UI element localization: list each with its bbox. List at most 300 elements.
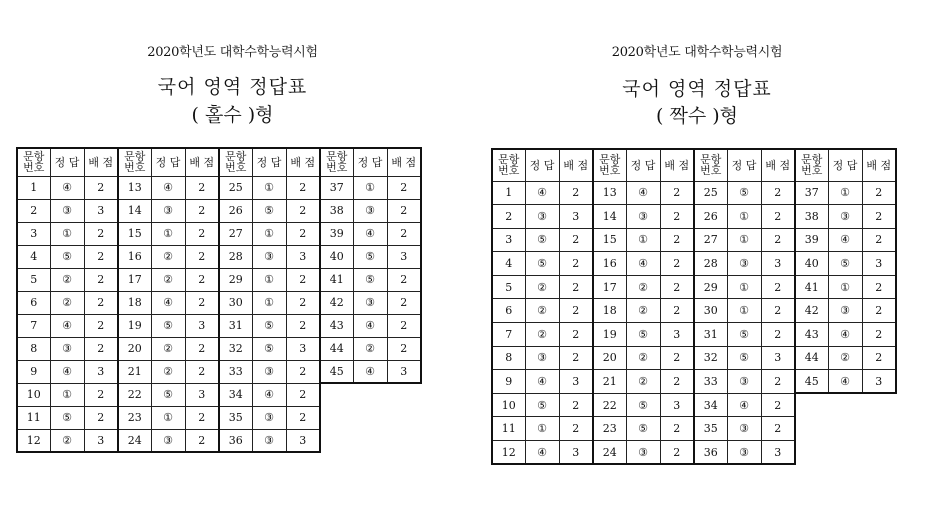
points-cell: 2: [84, 406, 118, 429]
header-row: [492, 149, 896, 181]
points-cell: 2: [387, 176, 421, 199]
table-row: [492, 205, 896, 229]
answer-cell: ④: [151, 176, 185, 199]
question-number-cell: 21: [593, 370, 626, 394]
question-number-cell: 37: [320, 176, 353, 199]
points-cell: 3: [286, 337, 320, 360]
table-row: [17, 291, 421, 314]
points-cell: 2: [387, 314, 421, 337]
points-cell: 2: [387, 268, 421, 291]
points-cell: 2: [185, 222, 219, 245]
points-cell: 2: [862, 275, 896, 299]
points-cell: 2: [862, 299, 896, 323]
points-cell: 2: [84, 337, 118, 360]
points-cell: 3: [559, 205, 593, 229]
table-row: [492, 393, 896, 417]
empty-cell: [353, 429, 387, 452]
answer-cell: ④: [353, 360, 387, 383]
question-number-cell: 7: [17, 314, 50, 337]
answer-cell: ①: [525, 417, 559, 441]
question-number-cell: 10: [492, 393, 525, 417]
answer-cell: ③: [252, 406, 286, 429]
answer-cell: ①: [727, 205, 761, 229]
question-number-cell: 16: [593, 252, 626, 276]
answer-cell: ①: [828, 181, 862, 205]
empty-cell: [862, 441, 896, 465]
answer-cell: ①: [50, 383, 84, 406]
answer-cell: ①: [727, 275, 761, 299]
answer-cell: ②: [626, 299, 660, 323]
points-cell: 2: [761, 417, 795, 441]
question-number-header: [694, 149, 727, 181]
table-row: [17, 360, 421, 383]
answer-cell: ④: [353, 314, 387, 337]
points-header: 배 점: [84, 148, 118, 176]
points-cell: 2: [660, 370, 694, 394]
points-cell: 3: [84, 360, 118, 383]
points-cell: 2: [660, 275, 694, 299]
question-number-cell: 32: [219, 337, 252, 360]
answer-cell: ⑤: [828, 252, 862, 276]
answer-cell: ③: [50, 337, 84, 360]
table-row: [492, 299, 896, 323]
table-row: [492, 275, 896, 299]
question-number-header-line2: 번호: [498, 164, 520, 178]
answer-header: 정 답: [252, 148, 286, 176]
answer-cell: ①: [252, 291, 286, 314]
points-cell: 3: [387, 360, 421, 383]
question-number-cell: 26: [694, 205, 727, 229]
points-cell: 2: [286, 199, 320, 222]
points-cell: 3: [862, 370, 896, 394]
exam-title: 2020학년도 대학수학능력시험: [147, 45, 318, 60]
question-number-cell: 2: [492, 205, 525, 229]
question-number-cell: 36: [694, 441, 727, 465]
question-number-cell: 14: [593, 205, 626, 229]
empty-cell: [795, 441, 828, 465]
answer-cell: ①: [353, 176, 387, 199]
answer-cell: ②: [525, 299, 559, 323]
answer-cell: ⑤: [525, 252, 559, 276]
question-number-header-line2: 번호: [599, 164, 621, 178]
question-number-cell: 5: [492, 275, 525, 299]
answer-cell: ②: [626, 275, 660, 299]
question-number-cell: 13: [593, 181, 626, 205]
empty-cell: [353, 383, 387, 406]
points-cell: 2: [559, 299, 593, 323]
points-cell: 2: [761, 393, 795, 417]
answer-cell: ①: [626, 228, 660, 252]
empty-cell: [387, 429, 421, 452]
points-cell: 3: [761, 252, 795, 276]
answer-cell: ③: [727, 252, 761, 276]
empty-cell: [387, 406, 421, 429]
answer-cell: ③: [353, 199, 387, 222]
points-header: 배 점: [286, 148, 320, 176]
answer-cell: ②: [50, 268, 84, 291]
question-number-cell: 26: [219, 199, 252, 222]
question-number-cell: 44: [320, 337, 353, 360]
points-cell: 2: [84, 245, 118, 268]
points-cell: 2: [286, 314, 320, 337]
points-cell: 2: [559, 228, 593, 252]
question-number-cell: 31: [219, 314, 252, 337]
exam-title: 2020학년도 대학수학능력시험: [611, 45, 783, 60]
question-number-header: [17, 148, 50, 176]
table-row: [17, 176, 421, 199]
table-row: [17, 222, 421, 245]
question-number-cell: 34: [694, 393, 727, 417]
answer-cell: ②: [626, 346, 660, 370]
question-number-cell: 24: [593, 441, 626, 465]
question-number-cell: 35: [694, 417, 727, 441]
points-cell: 3: [84, 199, 118, 222]
answer-cell: ⑤: [353, 245, 387, 268]
question-number-cell: 15: [593, 228, 626, 252]
question-number-cell: 42: [795, 299, 828, 323]
points-cell: 2: [185, 199, 219, 222]
points-cell: 3: [862, 252, 896, 276]
question-number-header: [795, 149, 828, 181]
question-number-cell: 44: [795, 346, 828, 370]
question-number-cell: 35: [219, 406, 252, 429]
answer-cell: ⑤: [50, 245, 84, 268]
points-cell: 2: [559, 275, 593, 299]
question-number-cell: 1: [17, 176, 50, 199]
question-number-cell: 8: [492, 346, 525, 370]
question-number-cell: 39: [320, 222, 353, 245]
question-number-cell: 17: [593, 275, 626, 299]
answer-cell: ②: [626, 370, 660, 394]
question-number-cell: 24: [118, 429, 151, 452]
answer-cell: ⑤: [626, 323, 660, 347]
question-number-cell: 33: [694, 370, 727, 394]
answer-cell: ③: [151, 199, 185, 222]
question-number-cell: 17: [118, 268, 151, 291]
points-cell: 2: [185, 337, 219, 360]
points-cell: 2: [84, 314, 118, 337]
points-cell: 2: [660, 299, 694, 323]
points-cell: 2: [862, 228, 896, 252]
answer-cell: ②: [353, 337, 387, 360]
question-number-cell: 38: [795, 205, 828, 229]
points-cell: 2: [185, 429, 219, 452]
question-number-cell: 12: [17, 429, 50, 452]
question-number-cell: 3: [492, 228, 525, 252]
question-number-cell: 12: [492, 441, 525, 465]
question-number-cell: 38: [320, 199, 353, 222]
answer-cell: ⑤: [727, 346, 761, 370]
answer-cell: ⑤: [727, 181, 761, 205]
points-header: 배 점: [660, 149, 694, 181]
question-number-cell: 23: [118, 406, 151, 429]
answer-cell: ④: [50, 314, 84, 337]
question-number-cell: 41: [320, 268, 353, 291]
points-cell: 2: [387, 222, 421, 245]
question-number-header-line1: 문항: [498, 153, 520, 167]
empty-cell: [828, 417, 862, 441]
table-row: [492, 252, 896, 276]
answer-cell: ②: [525, 323, 559, 347]
answer-cell: ①: [252, 222, 286, 245]
question-number-cell: 25: [219, 176, 252, 199]
question-number-cell: 9: [492, 370, 525, 394]
question-number-cell: 19: [118, 314, 151, 337]
table-row: [17, 337, 421, 360]
answer-cell: ②: [151, 360, 185, 383]
question-number-header-line1: 문항: [801, 153, 823, 167]
question-number-cell: 37: [795, 181, 828, 205]
answer-cell: ⑤: [252, 337, 286, 360]
points-cell: 3: [185, 383, 219, 406]
header-row: [17, 148, 421, 176]
empty-cell: [320, 383, 353, 406]
points-cell: 2: [387, 337, 421, 360]
points-header: 배 점: [185, 148, 219, 176]
answer-cell: ④: [50, 360, 84, 383]
answer-cell: ①: [50, 222, 84, 245]
points-cell: 2: [761, 205, 795, 229]
points-cell: 2: [862, 181, 896, 205]
points-cell: 2: [185, 245, 219, 268]
points-cell: 3: [286, 429, 320, 452]
points-cell: 2: [286, 383, 320, 406]
answer-cell: ②: [151, 337, 185, 360]
points-cell: 2: [84, 291, 118, 314]
question-number-cell: 45: [795, 370, 828, 394]
question-number-cell: 6: [17, 291, 50, 314]
points-cell: 2: [660, 252, 694, 276]
points-cell: 3: [660, 323, 694, 347]
question-number-cell: 20: [118, 337, 151, 360]
question-number-cell: 29: [694, 275, 727, 299]
points-cell: 2: [660, 346, 694, 370]
table-row: [492, 181, 896, 205]
empty-cell: [795, 417, 828, 441]
answer-cell: ①: [151, 222, 185, 245]
points-cell: 2: [286, 222, 320, 245]
table-row: [17, 429, 421, 452]
question-number-header-line2: 번호: [801, 164, 823, 178]
question-number-header-line2: 번호: [225, 161, 247, 175]
question-number-cell: 27: [219, 222, 252, 245]
question-number-cell: 1: [492, 181, 525, 205]
answer-cell: ②: [828, 346, 862, 370]
points-cell: 3: [286, 245, 320, 268]
question-number-cell: 30: [694, 299, 727, 323]
question-number-cell: 29: [219, 268, 252, 291]
question-number-cell: 27: [694, 228, 727, 252]
question-number-header: [492, 149, 525, 181]
main-title: 국어 영역 정답표: [157, 76, 308, 98]
answer-header: 정 답: [50, 148, 84, 176]
points-cell: 2: [660, 181, 694, 205]
question-number-cell: 16: [118, 245, 151, 268]
question-number-cell: 7: [492, 323, 525, 347]
question-number-cell: 22: [118, 383, 151, 406]
question-number-cell: 4: [17, 245, 50, 268]
empty-cell: [320, 406, 353, 429]
points-header: 배 점: [761, 149, 795, 181]
question-number-cell: 39: [795, 228, 828, 252]
answer-header: 정 답: [353, 148, 387, 176]
points-cell: 2: [559, 417, 593, 441]
question-number-cell: 4: [492, 252, 525, 276]
points-cell: 2: [559, 323, 593, 347]
points-cell: 2: [286, 291, 320, 314]
question-number-header-line2: 번호: [700, 164, 722, 178]
points-header: 배 점: [387, 148, 421, 176]
question-number-cell: 43: [320, 314, 353, 337]
points-cell: 2: [660, 228, 694, 252]
question-number-cell: 21: [118, 360, 151, 383]
answer-cell: ③: [727, 370, 761, 394]
answer-cell: ③: [828, 299, 862, 323]
answer-cell: ③: [525, 205, 559, 229]
points-header: 배 점: [862, 149, 896, 181]
question-number-cell: 40: [795, 252, 828, 276]
question-number-cell: 3: [17, 222, 50, 245]
points-cell: 2: [862, 205, 896, 229]
answer-cell: ④: [828, 228, 862, 252]
points-cell: 2: [185, 360, 219, 383]
answer-cell: ①: [727, 228, 761, 252]
points-cell: 3: [660, 393, 694, 417]
question-number-header-line2: 번호: [124, 161, 146, 175]
answer-cell: ③: [525, 346, 559, 370]
points-cell: 2: [761, 299, 795, 323]
answer-cell: ③: [626, 441, 660, 465]
question-number-cell: 23: [593, 417, 626, 441]
table-row: [17, 383, 421, 406]
question-number-cell: 5: [17, 268, 50, 291]
answer-cell: ②: [50, 429, 84, 452]
question-number-cell: 33: [219, 360, 252, 383]
points-cell: 3: [559, 370, 593, 394]
table-row: [17, 199, 421, 222]
question-number-cell: 8: [17, 337, 50, 360]
points-cell: 2: [185, 406, 219, 429]
points-cell: 2: [286, 406, 320, 429]
points-cell: 2: [84, 222, 118, 245]
points-header: 배 점: [559, 149, 593, 181]
answer-cell: ①: [252, 176, 286, 199]
table-row: [492, 370, 896, 394]
empty-cell: [862, 393, 896, 417]
question-number-header-line1: 문항: [599, 153, 621, 167]
answer-cell: ④: [525, 370, 559, 394]
answer-cell: ⑤: [525, 228, 559, 252]
table-row: [17, 314, 421, 337]
question-number-cell: 9: [17, 360, 50, 383]
points-cell: 2: [660, 205, 694, 229]
answer-cell: ⑤: [50, 406, 84, 429]
points-cell: 3: [761, 346, 795, 370]
points-cell: 3: [84, 429, 118, 452]
answer-cell: ③: [353, 291, 387, 314]
answer-cell: ③: [727, 441, 761, 465]
question-number-cell: 6: [492, 299, 525, 323]
question-number-cell: 41: [795, 275, 828, 299]
type-title: ( 짝수 )형: [656, 105, 738, 127]
question-number-cell: 10: [17, 383, 50, 406]
question-number-cell: 13: [118, 176, 151, 199]
points-cell: 2: [559, 346, 593, 370]
empty-cell: [828, 441, 862, 465]
points-cell: 3: [559, 441, 593, 465]
question-number-cell: 31: [694, 323, 727, 347]
points-cell: 2: [660, 441, 694, 465]
question-number-header-line1: 문항: [124, 150, 146, 164]
question-number-cell: 19: [593, 323, 626, 347]
question-number-cell: 14: [118, 199, 151, 222]
answer-cell: ⑤: [151, 383, 185, 406]
answer-header: 정 답: [626, 149, 660, 181]
table-row: [492, 417, 896, 441]
question-number-header-line1: 문항: [700, 153, 722, 167]
question-number-header-line1: 문항: [225, 150, 247, 164]
question-number-header-line1: 문항: [326, 150, 348, 164]
answer-cell: ②: [50, 291, 84, 314]
table-row: [492, 346, 896, 370]
table-row: [492, 441, 896, 465]
points-cell: 2: [660, 417, 694, 441]
points-cell: 2: [286, 360, 320, 383]
question-number-header: [593, 149, 626, 181]
answer-header: 정 답: [828, 149, 862, 181]
points-cell: 2: [185, 291, 219, 314]
answer-cell: ③: [727, 417, 761, 441]
answer-cell: ④: [626, 181, 660, 205]
points-cell: 3: [185, 314, 219, 337]
answer-cell: ④: [626, 252, 660, 276]
answer-cell: ⑤: [727, 323, 761, 347]
points-cell: 2: [286, 176, 320, 199]
points-cell: 2: [559, 252, 593, 276]
answer-cell: ③: [252, 429, 286, 452]
answer-cell: ②: [151, 268, 185, 291]
empty-cell: [353, 406, 387, 429]
points-cell: 2: [185, 176, 219, 199]
answer-cell: ⑤: [252, 314, 286, 337]
answer-cell: ④: [727, 393, 761, 417]
points-cell: 2: [84, 268, 118, 291]
answer-cell: ④: [50, 176, 84, 199]
answer-cell: ③: [151, 429, 185, 452]
table-row: [17, 245, 421, 268]
answer-cell: ①: [151, 406, 185, 429]
question-number-cell: 2: [17, 199, 50, 222]
question-number-header: [219, 148, 252, 176]
question-number-header-line2: 번호: [23, 161, 45, 175]
question-number-cell: 22: [593, 393, 626, 417]
answer-cell: ④: [252, 383, 286, 406]
answer-cell: ⑤: [353, 268, 387, 291]
answer-cell: ⑤: [525, 393, 559, 417]
answer-cell: ③: [626, 205, 660, 229]
empty-cell: [828, 393, 862, 417]
table-row: [17, 268, 421, 291]
points-cell: 2: [761, 181, 795, 205]
answer-cell: ④: [151, 291, 185, 314]
question-number-cell: 18: [118, 291, 151, 314]
points-cell: 2: [84, 383, 118, 406]
answer-cell: ③: [828, 205, 862, 229]
points-cell: 2: [862, 346, 896, 370]
question-number-cell: 25: [694, 181, 727, 205]
question-number-cell: 45: [320, 360, 353, 383]
answer-table: [491, 148, 897, 465]
